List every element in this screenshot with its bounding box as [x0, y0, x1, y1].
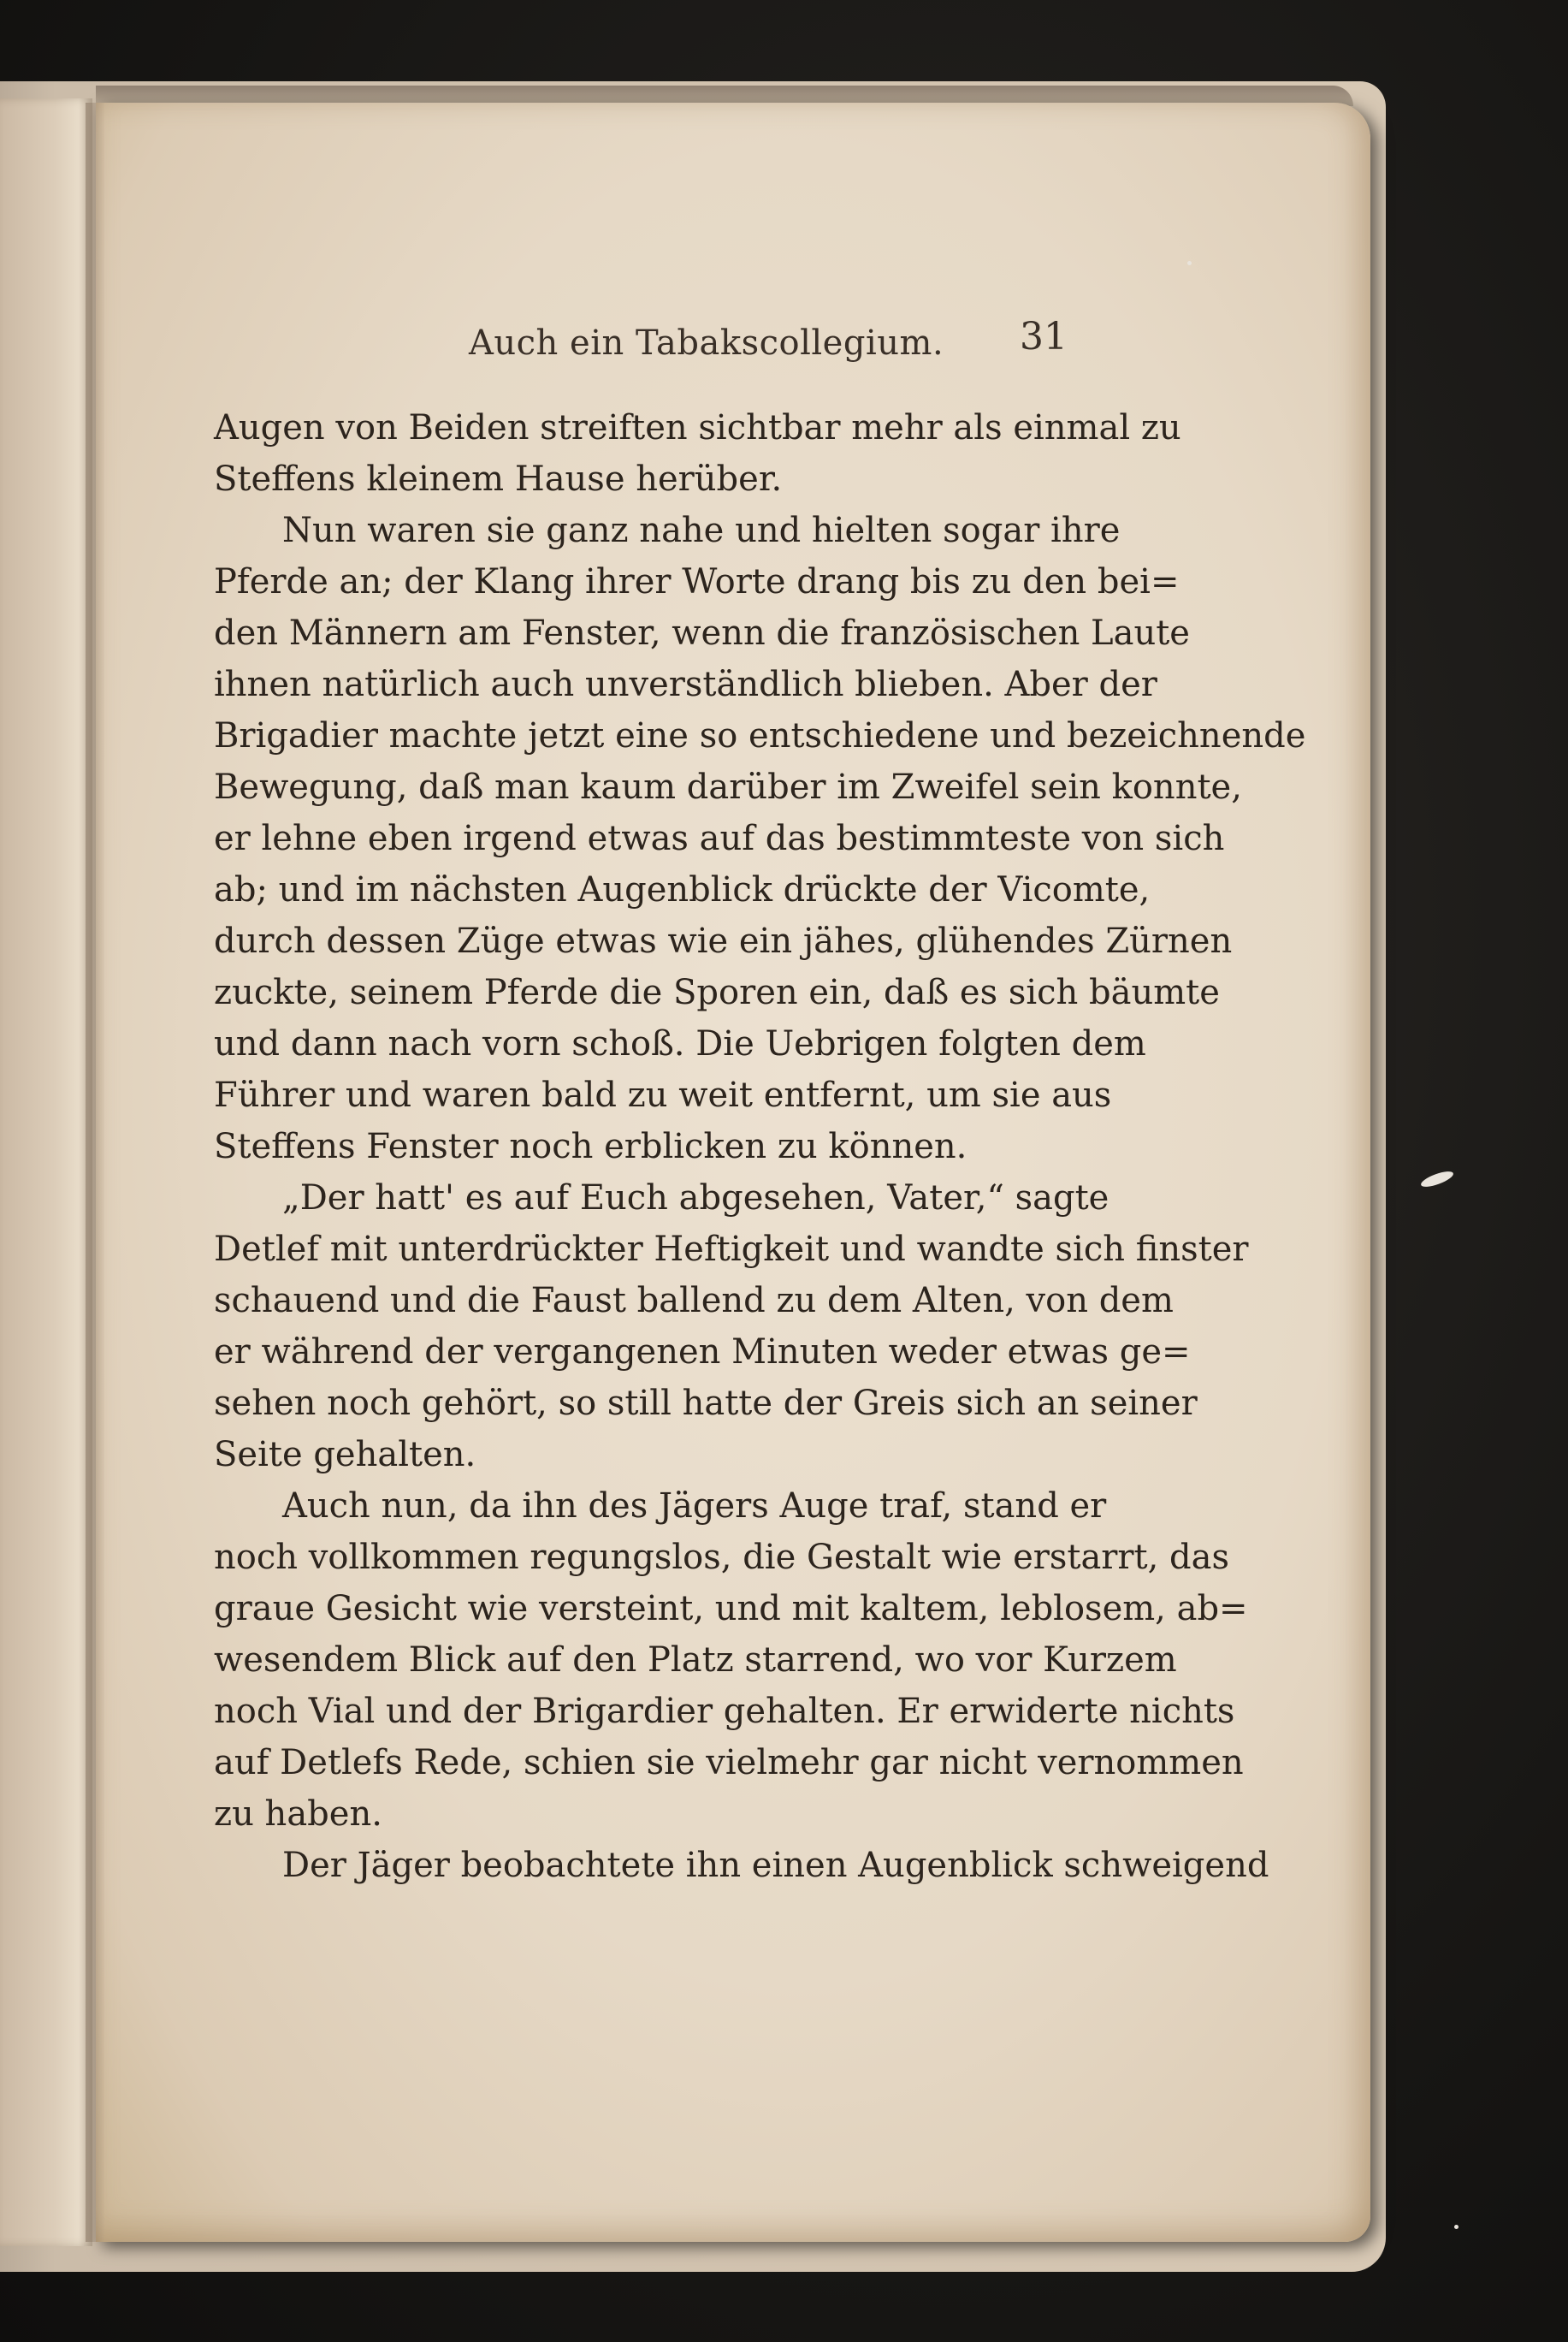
text-line: den Männern am Fenster, wenn die französischen Laute: [214, 614, 1190, 653]
dust-speck: [1187, 261, 1192, 265]
text-line: ab; und im nächsten Augenblick drückte der Vicomte,: [214, 870, 1151, 910]
text-line: Steffens Fenster noch erblicken zu können.: [214, 1127, 967, 1166]
text-line: auf Detlefs Rede, schien sie vielmehr gar nicht vernommen: [214, 1743, 1244, 1782]
previous-page-edge: [0, 98, 92, 2246]
text-line: Detlef mit unterdrückter Heftigkeit und wandte sich finster: [214, 1230, 1249, 1269]
page-number: 31: [1020, 315, 1068, 359]
text-line: Steffens kleinem Hause herüber.: [214, 460, 783, 499]
text-line: graue Gesicht wie versteint, und mit kaltem, leblosem, ab=: [214, 1589, 1248, 1628]
text-line: Pferde an; der Klang ihrer Worte drang bis zu den bei=: [214, 562, 1180, 602]
text-line: Nun waren sie ganz nahe und hielten sogar ihre: [282, 511, 1121, 550]
text-line: wesendem Blick auf den Platz starrend, wo vor Kurzem: [214, 1640, 1177, 1680]
text-line: Seite gehalten.: [214, 1435, 476, 1474]
text-line: er lehne eben irgend etwas auf das bestimmteste von sich: [214, 819, 1225, 858]
text-line: Führer und waren bald zu weit entfernt, um sie aus: [214, 1076, 1112, 1115]
page-gutter: [86, 103, 104, 2242]
text-line: Der Jäger beobachtete ihn einen Augenblick schweigend: [282, 1846, 1269, 1885]
text-line: Bewegung, daß man kaum darüber im Zweifel sein konnte,: [214, 768, 1242, 807]
text-line: ihnen natürlich auch unverständlich blieben. Aber der: [214, 665, 1157, 704]
text-line: zu haben.: [214, 1794, 382, 1834]
dust-speck: [1454, 2225, 1459, 2229]
text-line: noch Vial und der Brigardier gehalten. Er erwiderte nichts: [214, 1692, 1235, 1731]
text-line: schauend und die Faust ballend zu dem Alten, von dem: [214, 1281, 1174, 1320]
text-line: Brigadier machte jetzt eine so entschiedene und bezeichnende: [214, 716, 1306, 756]
text-line: sehen noch gehört, so still hatte der Greis sich an seiner: [214, 1384, 1198, 1423]
text-line: noch vollkommen regungslos, die Gestalt wie erstarrt, das: [214, 1538, 1230, 1577]
text-line: „Der hatt' es auf Euch abgesehen, Vater,“ sagte: [282, 1178, 1109, 1218]
running-head: Auch ein Tabakscollegium.: [469, 323, 944, 363]
text-line: und dann nach vorn schoß. Die Uebrigen folgten dem: [214, 1024, 1146, 1064]
text-line: durch dessen Züge etwas wie ein jähes, glühendes Zürnen: [214, 922, 1233, 961]
text-line: er während der vergangenen Minuten weder etwas ge=: [214, 1332, 1191, 1372]
text-line: Augen von Beiden streiften sichtbar mehr als einmal zu: [214, 408, 1181, 448]
text-line: Auch nun, da ihn des Jägers Auge traf, stand er: [282, 1486, 1107, 1526]
text-line: zuckte, seinem Pferde die Sporen ein, daß es sich bäumte: [214, 973, 1220, 1012]
